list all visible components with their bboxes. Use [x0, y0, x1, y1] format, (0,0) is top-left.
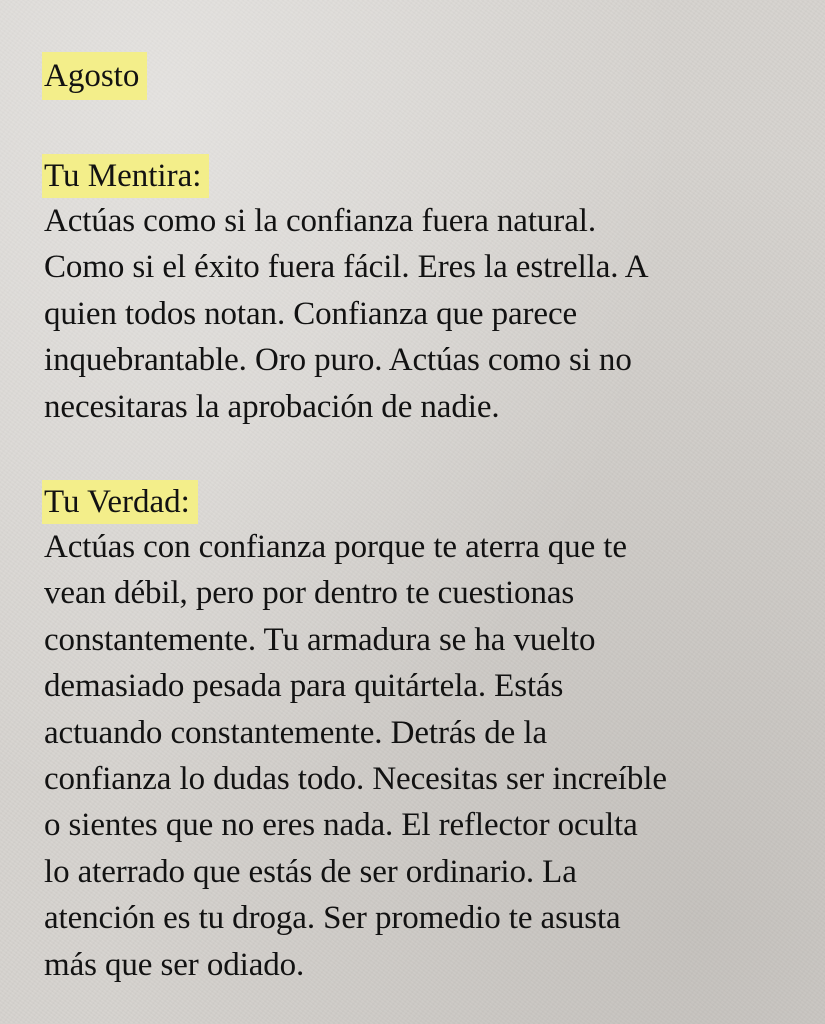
month-heading	[44, 52, 814, 100]
lie-line: quien todos notan. Confianza que parece	[44, 295, 578, 332]
lie-line: Actúas como si la confianza fuera natural.	[44, 203, 596, 239]
truth-heading	[44, 480, 814, 524]
lie-line: Como si el éxito fuera fácil. Eres la estrella. A	[44, 249, 649, 286]
lie-heading-label: Tu Mentira:	[42, 154, 209, 198]
truth-paragraph	[44, 524, 814, 988]
lie-paragraph	[44, 198, 814, 430]
truth-line: actuando constantemente. Detrás de la	[44, 714, 547, 751]
truth-line: lo aterrado que estás de ser ordinario. La	[44, 853, 577, 890]
lie-line: inquebrantable. Oro puro. Actúas como si no	[44, 342, 632, 379]
truth-section	[44, 480, 814, 988]
truth-line: constantemente. Tu armadura se ha vuelto	[44, 621, 596, 658]
truth-heading-label: Tu Verdad:	[42, 480, 198, 524]
document-page	[44, 52, 814, 988]
month-label: Agosto	[42, 52, 147, 100]
truth-line: atención es tu droga. Ser promedio te asusta	[44, 900, 621, 937]
lie-heading	[44, 154, 814, 198]
lie-line: necesitaras la aprobación de nadie.	[44, 388, 500, 425]
truth-line: Actúas con confianza porque te aterra que te	[44, 529, 627, 566]
truth-line: confianza lo dudas todo. Necesitas ser increíble	[44, 761, 667, 798]
truth-line: o sientes que no eres nada. El reflector oculta	[44, 807, 638, 844]
lie-section	[44, 154, 814, 430]
truth-line: demasiado pesada para quitártela. Estás	[44, 668, 564, 705]
section-spacer	[44, 430, 814, 480]
truth-line: más que ser odiado.	[44, 946, 305, 983]
truth-line: vean débil, pero por dentro te cuestionas	[44, 575, 575, 612]
